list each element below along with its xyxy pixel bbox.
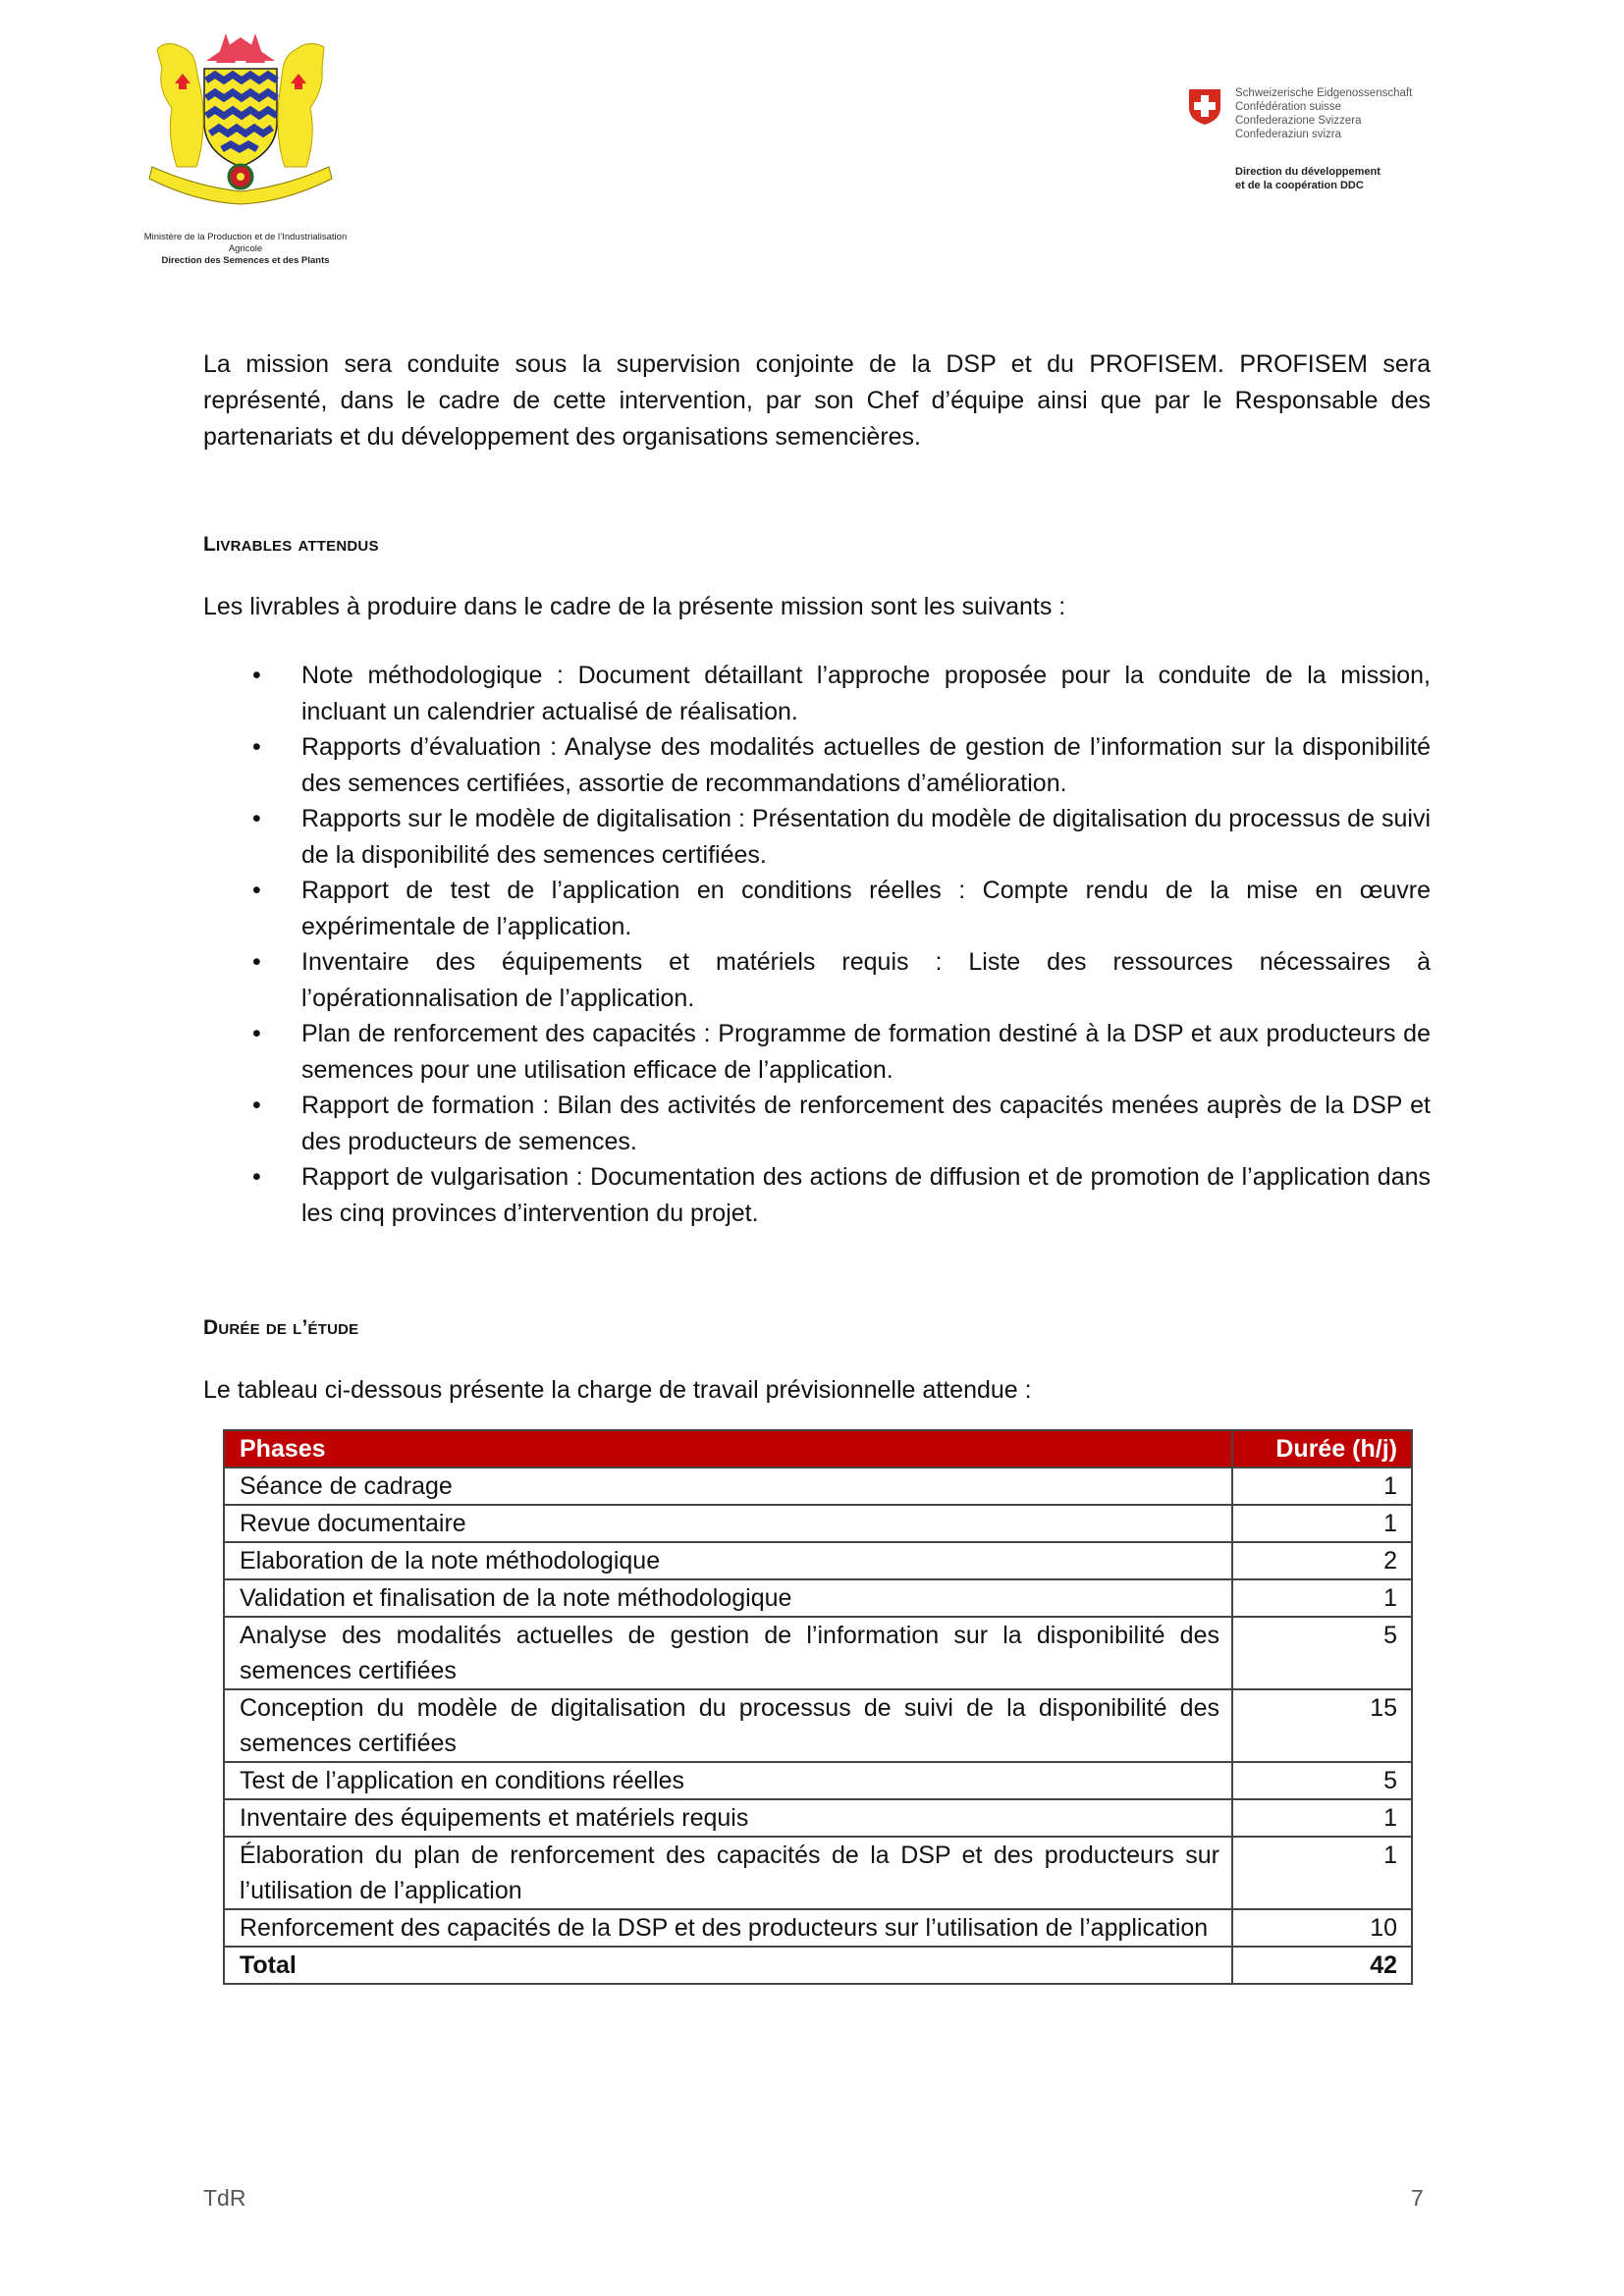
list-item xyxy=(203,1016,1431,1088)
table-header-row xyxy=(224,1430,1412,1468)
swiss-name: Confédération suisse xyxy=(1235,101,1342,113)
bullet-icon: • xyxy=(252,662,261,689)
total-value: 42 xyxy=(1232,1947,1412,1984)
list-item xyxy=(203,1159,1431,1231)
phase-cell: Validation et finalisation de la note méthodologique xyxy=(224,1579,1232,1617)
bullet-icon: • xyxy=(252,733,261,761)
bullet-icon: • xyxy=(252,1092,261,1119)
swiss-flag-icon xyxy=(1188,88,1221,126)
list-item-text: Plan de renforcement des capacités : Programme de formation destiné à la DSP et aux producteurs de semences pour une utilisation efficace de l’application. xyxy=(301,1020,1431,1084)
table-row xyxy=(224,1909,1412,1947)
swiss-name: Schweizerische Eidgenossenschaft xyxy=(1235,87,1413,99)
deliverables-list xyxy=(203,658,1431,1231)
column-header-phases: Phases xyxy=(224,1430,1232,1468)
directorate-name: Direction des Semences et des Plants xyxy=(161,255,330,266)
list-item xyxy=(203,944,1431,1016)
phase-cell: Conception du modèle de digitalisation du processus de suivi de la disponibilité des semences certifiées xyxy=(224,1689,1232,1762)
list-item-text: Rapport de test de l’application en conditions réelles : Compte rendu de la mise en œuvre expérimentale de l’application. xyxy=(301,877,1431,940)
list-item xyxy=(203,658,1431,729)
sdc-line: et de la coopération DDC xyxy=(1235,180,1364,191)
table-total-row xyxy=(224,1947,1412,1984)
duration-cell: 5 xyxy=(1232,1762,1412,1799)
list-item-text: Rapports sur le modèle de digitalisation : Présentation du modèle de digitalisation du processus de suivi de la disponibilité des semences certifiées. xyxy=(301,805,1431,869)
page-number: 7 xyxy=(1411,2185,1424,2211)
total-label: Total xyxy=(224,1947,1232,1984)
section-heading-livrables: Livrables attendus xyxy=(203,533,379,556)
swiss-confederation-names xyxy=(1235,86,1490,141)
bullet-icon: • xyxy=(252,805,261,832)
table-row xyxy=(224,1762,1412,1799)
phase-cell: Analyse des modalités actuelles de gestion de l’information sur la disponibilité des semences certifiées xyxy=(224,1617,1232,1689)
bullet-icon: • xyxy=(252,1020,261,1047)
ministry-caption xyxy=(98,232,393,267)
list-item xyxy=(203,873,1431,944)
swiss-name: Confederaziun svizra xyxy=(1235,129,1342,140)
table-row xyxy=(224,1617,1412,1689)
phase-cell: Renforcement des capacités de la DSP et des producteurs sur l’utilisation de l’application xyxy=(224,1909,1232,1947)
duration-cell: 2 xyxy=(1232,1542,1412,1579)
table-row xyxy=(224,1799,1412,1837)
phase-cell: Elaboration de la note méthodologique xyxy=(224,1542,1232,1579)
table-row xyxy=(224,1579,1412,1617)
section-heading-duree: Durée de l’étude xyxy=(203,1316,359,1339)
supervision-section xyxy=(203,347,1431,455)
duration-cell: 1 xyxy=(1232,1837,1412,1909)
phase-cell: Inventaire des équipements et matériels requis xyxy=(224,1799,1232,1837)
table-row xyxy=(224,1468,1412,1505)
duration-cell: 1 xyxy=(1232,1579,1412,1617)
chad-coat-of-arms-icon xyxy=(137,29,344,211)
table-row xyxy=(224,1837,1412,1909)
phase-cell: Séance de cadrage xyxy=(224,1468,1232,1505)
list-item xyxy=(203,801,1431,873)
phase-cell: Élaboration du plan de renforcement des capacités de la DSP et des producteurs sur l’utilisation de l’application xyxy=(224,1837,1232,1909)
list-item-text: Rapport de vulgarisation : Documentation des actions de diffusion et de promotion de l’application dans les cinq provinces d’intervention du projet. xyxy=(301,1163,1431,1227)
list-item-text: Inventaire des équipements et matériels requis : Liste des ressources nécessaires à l’opérationnalisation de l’application. xyxy=(301,948,1431,1012)
bullet-icon: • xyxy=(252,948,261,976)
table-row xyxy=(224,1505,1412,1542)
table-row xyxy=(224,1689,1412,1762)
ministry-line: Agricole xyxy=(228,243,263,254)
duration-cell: 1 xyxy=(1232,1799,1412,1837)
list-item xyxy=(203,1088,1431,1159)
duration-cell: 1 xyxy=(1232,1505,1412,1542)
duration-cell: 10 xyxy=(1232,1909,1412,1947)
phase-cell: Revue documentaire xyxy=(224,1505,1232,1542)
list-item xyxy=(203,729,1431,801)
list-item-text: Rapports d’évaluation : Analyse des modalités actuelles de gestion de l’information sur la disponibilité des semences certifiées, assortie de recommandations d’amélioration. xyxy=(301,733,1431,797)
duration-cell: 15 xyxy=(1232,1689,1412,1762)
list-item-text: Rapport de formation : Bilan des activités de renforcement des capacités menées auprès de la DSP et des producteurs de semences. xyxy=(301,1092,1431,1155)
table-row xyxy=(224,1542,1412,1579)
footer-document-label: TdR xyxy=(203,2185,246,2211)
list-item-text: Note méthodologique : Document détaillant l’approche proposée pour la conduite de la mission, incluant un calendrier actualisé de réalisation. xyxy=(301,662,1431,725)
sdc-department xyxy=(1235,165,1490,192)
duration-cell: 5 xyxy=(1232,1617,1412,1689)
column-header-duree: Durée (h/j) xyxy=(1232,1430,1412,1468)
duree-intro: Le tableau ci-dessous présente la charge de travail prévisionnelle attendue : xyxy=(203,1376,1032,1404)
livrables-intro: Les livrables à produire dans le cadre de la présente mission sont les suivants : xyxy=(203,593,1066,620)
ministry-line: Ministère de la Production et de l’Industrialisation xyxy=(143,232,348,242)
intro-paragraph: La mission sera conduite sous la supervision conjointe de la DSP et du PROFISEM. PROFISEM sera représenté, dans le cadre de cette intervention, par son Chef d’équipe ainsi que par le Responsable des partenariats et du développement des organisations semencières. xyxy=(203,350,1431,451)
duration-cell: 1 xyxy=(1232,1468,1412,1505)
sdc-line: Direction du développement xyxy=(1235,166,1380,178)
bullet-icon: • xyxy=(252,1163,261,1191)
bullet-icon: • xyxy=(252,877,261,904)
phase-cell: Test de l’application en conditions réelles xyxy=(224,1762,1232,1799)
swiss-name: Confederazione Svizzera xyxy=(1235,115,1362,127)
workload-table xyxy=(223,1429,1413,1985)
